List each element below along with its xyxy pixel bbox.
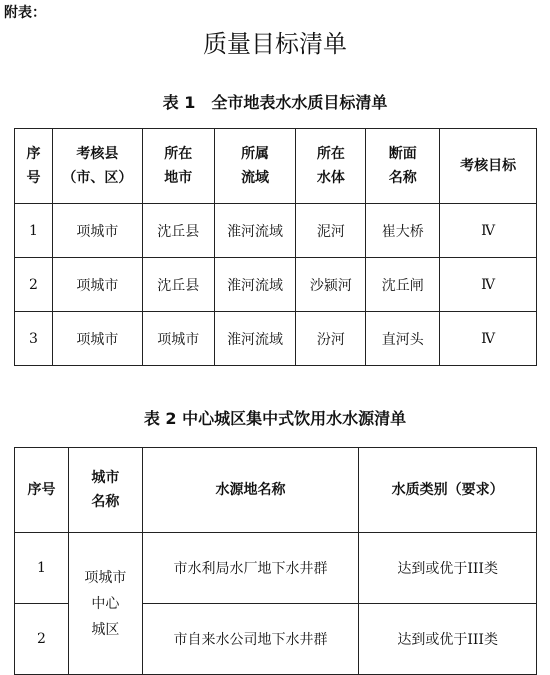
table-cell: 3 <box>15 312 53 366</box>
table-cell: 1 <box>15 533 69 604</box>
table-cell: 项城市 <box>52 258 142 312</box>
header-cell: 水源地名称 <box>142 448 359 533</box>
header-cell: 所在 地市 <box>142 129 214 204</box>
table-cell: 沈丘县 <box>142 204 214 258</box>
table-cell: 沈丘县 <box>142 258 214 312</box>
table-cell: 项城市 <box>52 204 142 258</box>
drinking-water-table <box>14 447 537 675</box>
header-cell: 水质类别（要求） <box>359 448 537 533</box>
table-cell: Ⅳ <box>440 312 537 366</box>
header-cell: 考核目标 <box>440 129 537 204</box>
table-cell: 沙颍河 <box>296 258 366 312</box>
table-cell: 汾河 <box>296 312 366 366</box>
header-cell: 所属 流域 <box>214 129 296 204</box>
table-cell: 崔大桥 <box>366 204 440 258</box>
table-cell: 市水利局水厂地下水井群 <box>142 533 359 604</box>
surface-water-table <box>14 128 537 366</box>
table-cell: 项城市 <box>52 312 142 366</box>
table1-title: 表 1 全市地表水水质目标清单 <box>162 93 388 112</box>
city-name-cell: 项城市 中心 城区 <box>68 533 142 675</box>
page-title: 质量目标清单 <box>203 30 347 58</box>
table-cell: Ⅳ <box>440 258 537 312</box>
table-cell: 达到或优于III类 <box>359 533 537 604</box>
table-cell: 达到或优于III类 <box>359 604 537 675</box>
table-cell: 淮河流域 <box>214 204 296 258</box>
table-row <box>15 533 537 604</box>
header-cell: 序号 <box>15 448 69 533</box>
table-cell: 2 <box>15 258 53 312</box>
table-cell: 市自来水公司地下水井群 <box>142 604 359 675</box>
table-row <box>15 258 537 312</box>
header-cell: 所在 水体 <box>296 129 366 204</box>
table-row <box>15 312 537 366</box>
table-cell: 直河头 <box>366 312 440 366</box>
table-cell: 1 <box>15 204 53 258</box>
table-row <box>15 204 537 258</box>
table-cell: 2 <box>15 604 69 675</box>
header-cell: 城市 名称 <box>68 448 142 533</box>
header-cell: 断面 名称 <box>366 129 440 204</box>
attachment-label: 附表： <box>4 5 46 21</box>
table-cell: 项城市 <box>142 312 214 366</box>
table-cell: 沈丘闸 <box>366 258 440 312</box>
header-cell: 序 号 <box>15 129 53 204</box>
table2-title: 表 2 中心城区集中式饮用水水源清单 <box>143 409 407 428</box>
table-cell: 淮河流域 <box>214 312 296 366</box>
table-cell: Ⅳ <box>440 204 537 258</box>
table-cell: 淮河流域 <box>214 258 296 312</box>
table1-header-row <box>15 129 537 204</box>
header-cell: 考核县 （市、区） <box>52 129 142 204</box>
table2-header-row <box>15 448 537 533</box>
table-cell: 泥河 <box>296 204 366 258</box>
